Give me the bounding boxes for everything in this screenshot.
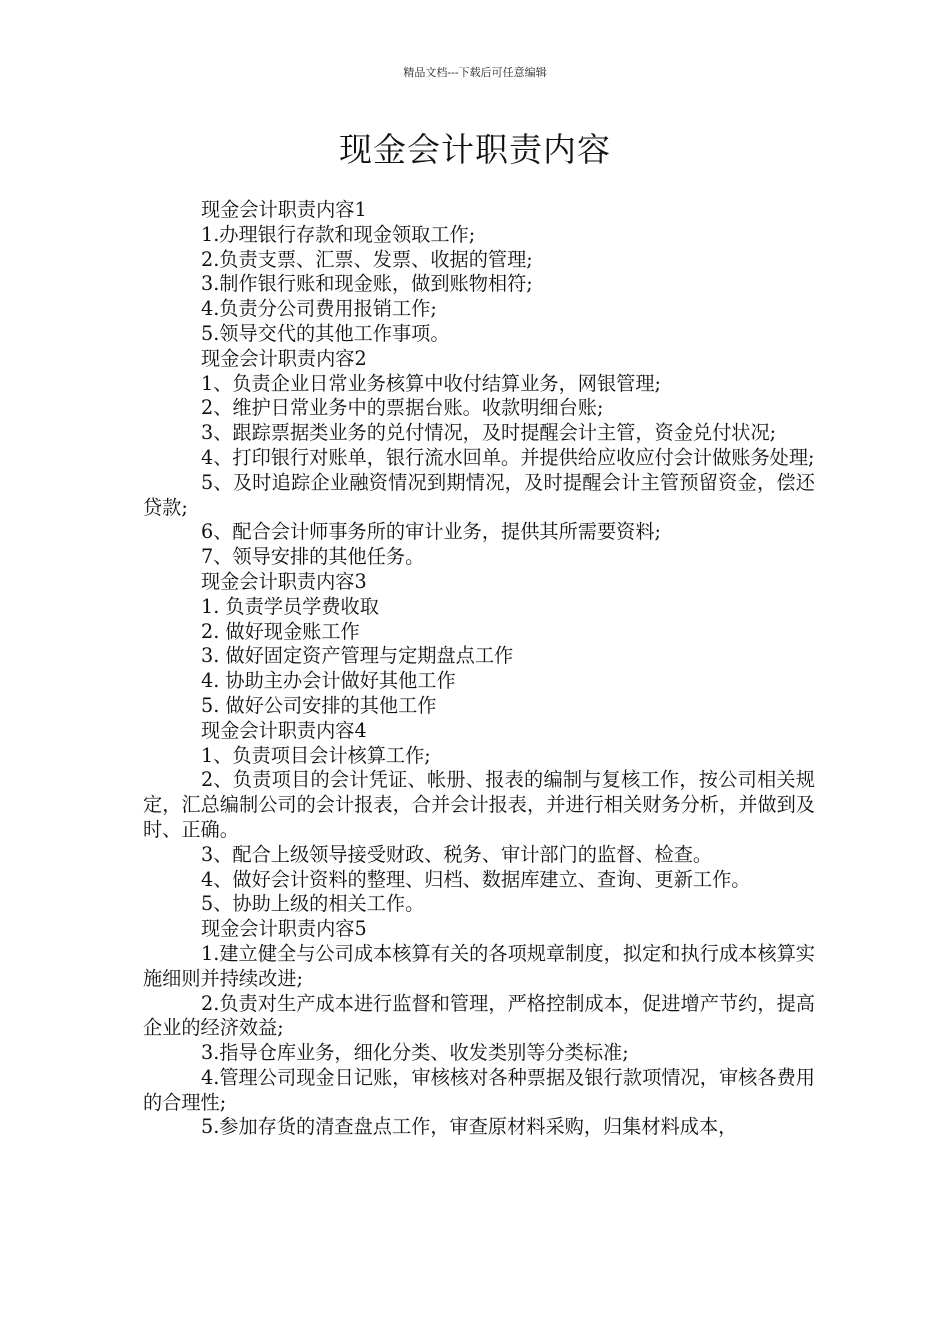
paragraph: 5.参加存货的清查盘点工作，审查原材料采购，归集材料成本， (201, 1115, 738, 1139)
paragraph: 2、维护日常业务中的票据台账。收款明细台账; (201, 396, 604, 420)
paragraph: 现金会计职责内容2 (201, 346, 367, 370)
paragraph: 2.负责对生产成本进行监督和管理，严格控制成本，促进增产节约，提高企业的经济效益; (143, 991, 815, 1040)
paragraph: 2. 做好现金账工作 (201, 619, 360, 643)
paragraph: 现金会计职责内容5 (201, 917, 367, 941)
paragraph: 5、协助上级的相关工作。 (201, 892, 425, 916)
paragraph: 5. 做好公司安排的其他工作 (201, 693, 437, 717)
paragraph: 1.办理银行存款和现金领取工作; (201, 222, 476, 246)
paragraph: 3.制作银行账和现金账，做到账物相符; (201, 272, 533, 296)
paragraph: 3、配合上级领导接受财政、税务、审计部门的监督、检查。 (201, 842, 713, 866)
paragraph: 4.负责分公司费用报销工作; (201, 297, 437, 321)
paragraph: 1.建立健全与公司成本核算有关的各项规章制度，拟定和执行成本核算实施细则并持续改进; (143, 941, 815, 990)
paragraph: 4、做好会计资料的整理、归档、数据库建立、查询、更新工作。 (201, 867, 751, 891)
paragraph: 2、负责项目的会计凭证、帐册、报表的编制与复核工作，按公司相关规定，汇总编制公司的会计报表，合并会计报表，并进行相关财务分析，并做到及时、正确。 (143, 768, 815, 841)
paragraph: 5、及时追踪企业融资情况到期情况，及时提醒会计主管预留资金，偿还贷款; (143, 470, 815, 519)
paragraph: 3、跟踪票据类业务的兑付情况，及时提醒会计主管，资金兑付状况; (201, 421, 777, 445)
document-body (143, 198, 815, 1140)
paragraph: 4、打印银行对账单，银行流水回单。并提供给应收应付会计做账务处理; (201, 445, 815, 469)
paragraph: 现金会计职责内容1 (201, 198, 367, 221)
paragraph: 1、负责企业日常业务核算中收付结算业务，网银管理; (201, 371, 661, 395)
paragraph: 3. 做好固定资产管理与定期盘点工作 (201, 644, 514, 668)
paragraph: 4. 协助主办会计做好其他工作 (201, 669, 456, 693)
paragraph: 3.指导仓库业务，细化分类、收发类别等分类标准; (201, 1041, 629, 1065)
paragraph: 5.领导交代的其他工作事项。 (201, 321, 450, 345)
paragraph: 现金会计职责内容3 (201, 569, 367, 593)
paragraph: 7、领导安排的其他任务。 (201, 545, 425, 569)
paragraph: 1、负责项目会计核算工作; (201, 743, 431, 767)
page-header: 精品文档---下载后可任意编辑 (403, 66, 547, 79)
paragraph: 1. 负责学员学费收取 (201, 594, 379, 618)
paragraph: 现金会计职责内容4 (201, 718, 367, 742)
paragraph: 2.负责支票、汇票、发票、收据的管理; (201, 247, 533, 271)
document-title: 现金会计职责内容 (339, 130, 611, 169)
paragraph: 4.管理公司现金日记账，审核核对各种票据及银行款项情况，审核各费用的合理性; (143, 1065, 815, 1114)
paragraph: 6、配合会计师事务所的审计业务，提供其所需要资料; (201, 520, 661, 544)
